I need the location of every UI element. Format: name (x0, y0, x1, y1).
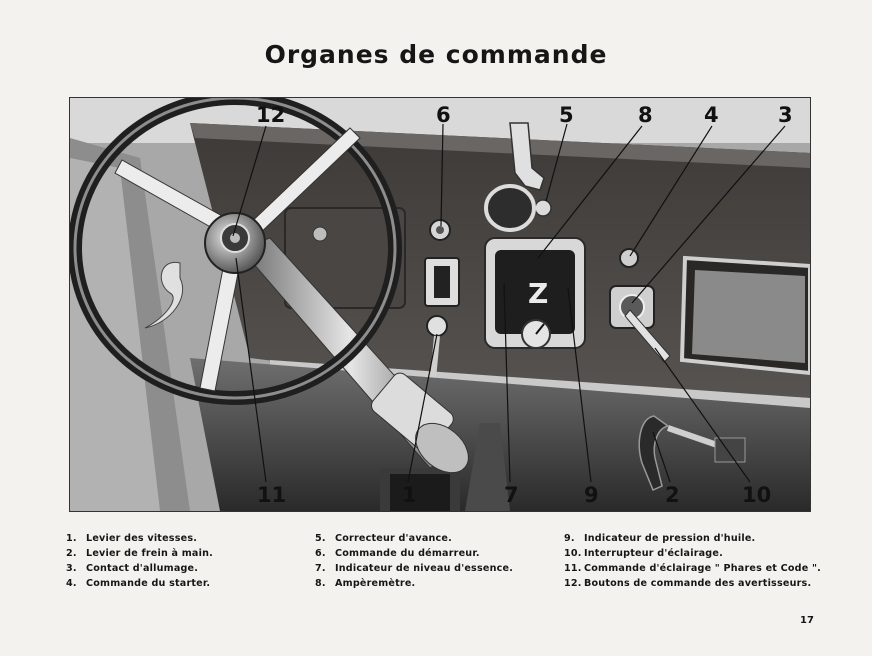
legend-item (66, 546, 213, 561)
legend-number: 9. (564, 533, 575, 544)
legend-item (564, 576, 821, 591)
legend-number: 4. (66, 578, 77, 589)
legend-text: Indicateur de niveau d'essence. (335, 563, 514, 574)
callout-6: 6 (436, 103, 451, 127)
legend-number: 12. (564, 578, 582, 589)
legend-item (564, 531, 821, 546)
legend-number: 10. (564, 548, 582, 559)
legend-column-3 (564, 531, 821, 591)
legend-item (66, 576, 213, 591)
legend-item (564, 546, 821, 561)
callout-12: 12 (256, 103, 286, 127)
legend-number: 8. (315, 578, 326, 589)
legend-number: 5. (315, 533, 326, 544)
callout-9: 9 (584, 483, 599, 507)
legend-text: Commande du démarreur. (335, 548, 480, 559)
legend-item (66, 531, 213, 546)
callout-1: 1 (402, 483, 417, 507)
legend-item (315, 561, 513, 576)
legend-text: Commande d'éclairage " Phares et Code ". (584, 563, 821, 574)
callout-4: 4 (704, 103, 719, 127)
legend-number: 11. (564, 563, 582, 574)
legend-number: 3. (66, 563, 77, 574)
legend-text: Levier de frein à main. (86, 548, 213, 559)
legend-column-2 (315, 531, 513, 591)
legend-item (315, 531, 513, 546)
legend-text: Boutons de commande des avertisseurs. (584, 578, 812, 589)
callout-7: 7 (504, 483, 519, 507)
dashboard-photo (69, 97, 811, 512)
legend-text: Commande du starter. (86, 578, 211, 589)
legend-item (564, 561, 821, 576)
callout-10: 10 (742, 483, 772, 507)
legend-text: Levier des vitesses. (86, 533, 198, 544)
callout-11: 11 (257, 483, 287, 507)
legend-item (315, 576, 513, 591)
legend-text: Indicateur de pression d'huile. (584, 533, 756, 544)
legend-number: 1. (66, 533, 77, 544)
legend-number: 2. (66, 548, 77, 559)
svg-text:Z: Z (528, 277, 549, 310)
callout-2: 2 (665, 483, 680, 507)
page-title: Organes de commande (264, 40, 608, 69)
legend-text: Ampèremètre. (335, 578, 416, 589)
callout-3: 3 (778, 103, 793, 127)
legend-column-1 (66, 531, 213, 591)
legend-item (66, 561, 213, 576)
page-number: 17 (800, 615, 814, 626)
legend-number: 6. (315, 548, 326, 559)
dashboard-illustration (70, 98, 810, 511)
callout-5: 5 (559, 103, 574, 127)
legend-text: Correcteur d'avance. (335, 533, 452, 544)
legend-text: Contact d'allumage. (86, 563, 199, 574)
legend-item (315, 546, 513, 561)
legend-text: Interrupteur d'éclairage. (584, 548, 723, 559)
legend-number: 7. (315, 563, 326, 574)
callout-8: 8 (638, 103, 653, 127)
